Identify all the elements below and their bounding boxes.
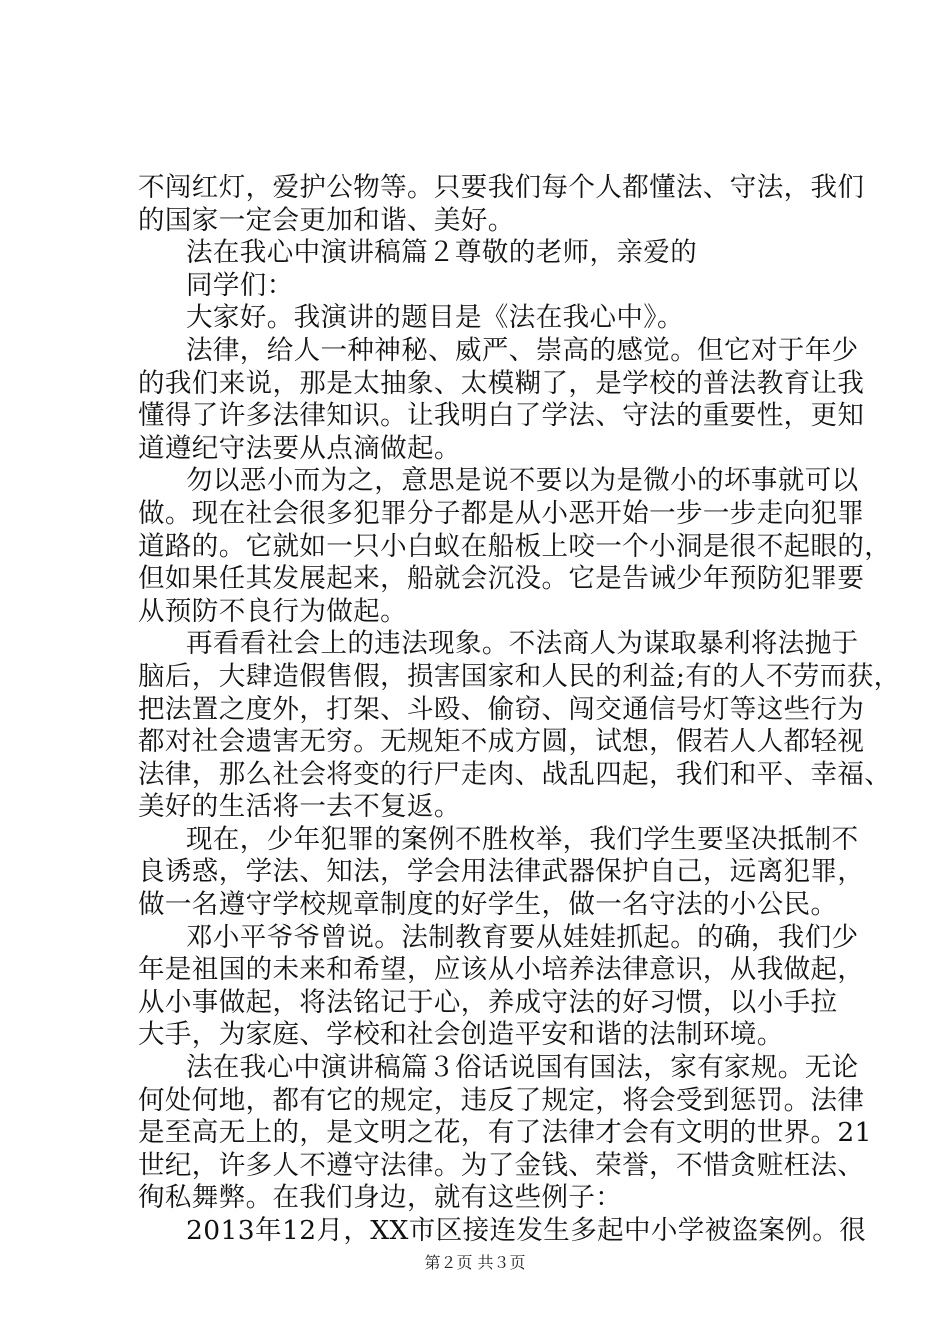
body-line: 都对社会遗害无穷。无规矩不成方圆，试想，假若人人都轻视 xyxy=(138,726,865,758)
body-line: 道遵纪守法要从点滴做起。 xyxy=(138,432,461,464)
body-line: 何处何地，都有它的规定，违反了规定，将会受到惩罚。法律 xyxy=(138,1084,865,1116)
body-line: 从小事做起，将法铭记于心，养成守法的好习惯，以小手拉 xyxy=(138,986,838,1018)
body-line: 美好的生活将一去不复返。 xyxy=(138,791,461,823)
body-line: 法在我心中演讲稿篇２尊敬的老师，亲爱的 xyxy=(186,237,698,269)
body-line: 做一名遵守学校规章制度的好学生，做一名守法的小公民。 xyxy=(138,889,838,921)
body-line: 勿以恶小而为之，意思是说不要以为是微小的坏事就可以 xyxy=(186,465,859,497)
body-line: 懂得了许多法律知识。让我明白了学法、守法的重要性，更知 xyxy=(138,400,865,432)
body-line: 年是祖国的未来和希望，应该从小培养法律意识，从我做起， xyxy=(138,954,865,986)
body-line: 的国家一定会更加和谐、美好。 xyxy=(138,204,515,236)
body-line: 法律，那么社会将变的行尸走肉、战乱四起，我们和平、幸福、 xyxy=(138,758,892,790)
body-line: 做。现在社会很多犯罪分子都是从小恶开始一步一步走向犯罪 xyxy=(138,497,865,529)
body-line: 徇私舞弊。在我们身边，就有这些例子： xyxy=(138,1182,623,1214)
body-line: 的我们来说，那是太抽象、太模糊了，是学校的普法教育让我 xyxy=(138,367,865,399)
body-line: 把法置之度外，打架、斗殴、偷窃、闯交通信号灯等这些行为 xyxy=(138,693,865,725)
body-line: 现在，少年犯罪的案例不胜枚举，我们学生要坚决抵制不 xyxy=(186,823,859,855)
body-line: 是至高无上的，是文明之花，有了法律才会有文明的世界。21 xyxy=(138,1117,872,1149)
body-line: 同学们： xyxy=(186,269,294,301)
body-line: 不闯红灯，爱护公物等。只要我们每个人都懂法、守法，我们 xyxy=(138,172,865,203)
body-line: 良诱惑，学法、知法，学会用法律武器保护自己，远离犯罪， xyxy=(138,856,865,888)
body-line: 再看看社会上的违法现象。不法商人为谋取暴利将法抛于 xyxy=(186,628,859,660)
body-line: 法在我心中演讲稿篇３俗话说国有国法，家有家规。无论 xyxy=(186,1052,859,1084)
body-line: 道路的。它就如一只小白蚁在船板上咬一个小洞是很不起眼的， xyxy=(138,530,892,562)
body-line: 邓小平爷爷曾说。法制教育要从娃娃抓起。的确，我们少 xyxy=(186,921,859,953)
body-line: 脑后，大肆造假售假，损害国家和人民的利益;有的人不劳而获， xyxy=(138,660,901,692)
body-line: 2013年12月，XX市区接连发生多起中小学被盗案例。很 xyxy=(186,1215,867,1246)
body-line: 大家好。我演讲的题目是《法在我心中》。 xyxy=(186,302,684,334)
body-line: 法律，给人一种神秘、威严、崇高的感觉。但它对于年少 xyxy=(186,334,859,366)
body-line: 大手，为家庭、学校和社会创造平安和谐的法制环境。 xyxy=(138,1019,784,1051)
page-footer: 第２页 共３页 xyxy=(424,1253,526,1272)
body-line: 但如果任其发展起来，船就会沉没。它是告诫少年预防犯罪要 xyxy=(138,563,865,595)
document-body xyxy=(138,172,901,1248)
body-line: 从预防不良行为做起。 xyxy=(138,595,407,627)
body-line: 世纪，许多人不遵守法律。为了金钱、荣誉，不惜贪赃枉法、 xyxy=(138,1149,865,1181)
